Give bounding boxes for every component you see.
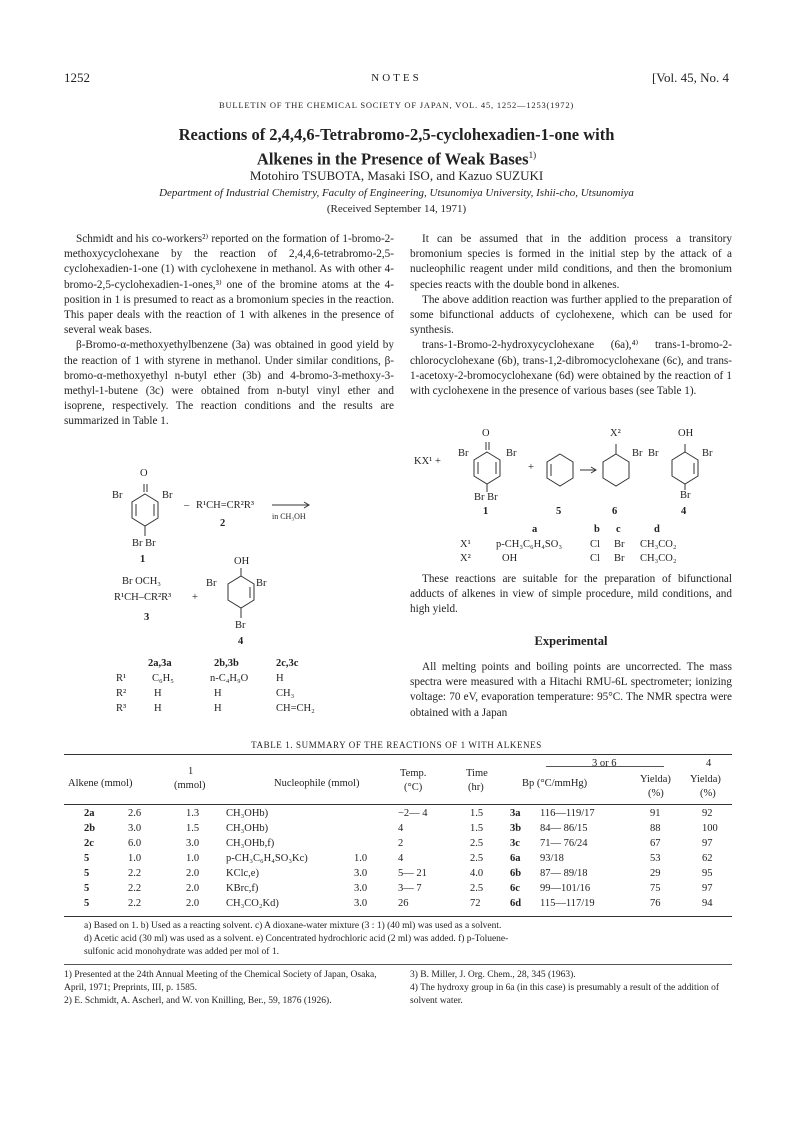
solvent: in CH₃OH <box>272 512 306 521</box>
br-left-4: Br <box>648 448 659 459</box>
header-temp: Temp. <box>400 768 427 779</box>
table-cell-nuc: p-CH₃C₆H₄SO₃Kc) <box>226 853 308 864</box>
footnote: 4) The hydroxy group in 6a (in this case) is presumably a result of the addition of solvent water. <box>410 983 720 1006</box>
table-cell-prod: 6c <box>510 883 520 894</box>
table-cell-nuc: CH₃OHb,f) <box>226 838 275 849</box>
table-cell-alkene: 2c <box>84 838 94 849</box>
cell: H <box>154 703 162 714</box>
table-cell-mmol: 2.2 <box>128 868 142 879</box>
table-cell-one: 2.0 <box>186 898 200 909</box>
col-header: 2c,3c <box>276 658 299 669</box>
cell: Br <box>614 539 625 550</box>
table-cell-one: 1.5 <box>186 823 200 834</box>
hydroxy-oh: OH <box>678 428 694 439</box>
br-left: Br <box>112 490 123 501</box>
header-yield-4: Yielda) <box>690 774 721 785</box>
table-cell-bp: 71— 76/24 <box>540 838 588 849</box>
table-cell-bp: 116—119/17 <box>540 808 595 819</box>
page-number: 1252 <box>64 70 90 85</box>
footnote: 2) E. Schmidt, A. Ascherl, and W. von Knilling, Ber., 59, 1876 (1926). <box>64 996 332 1006</box>
br-bottom-4: Br <box>235 620 246 631</box>
cell: H <box>214 703 222 714</box>
right-column-continued <box>410 572 732 618</box>
table-cell-alkene: 5 <box>84 853 90 864</box>
table-cell-one: 2.0 <box>186 868 200 879</box>
br-bottom: Br Br <box>474 492 498 503</box>
table-cell-y4: 97 <box>702 883 713 894</box>
cell: CH₃CO₂ <box>640 539 677 550</box>
plus: + <box>192 592 198 603</box>
title-line-2-text: Alkenes in the Presence of Weak Bases <box>256 149 529 169</box>
affiliation: Department of Industrial Chemistry, Faculty of Engineering, Utsunomiya University, Ishii-cho, Utsunomiya <box>159 187 634 199</box>
compound-label-6: 6 <box>612 506 618 517</box>
table-cell-nuc: KBrc,f) <box>226 883 259 894</box>
paragraph: All melting points and boiling points are uncorrected. The mass spectra were measured with a Hitachi RMU-6L spectrometer; ionizing voltage: 70 eV, evaporation temperature: 95°C. The NMR spectra were obtained with a Japan <box>410 661 732 719</box>
header-time-unit: (hr) <box>468 782 484 793</box>
carbonyl-o: O <box>482 428 490 439</box>
right-column <box>410 232 732 399</box>
cell: C₆H₅ <box>152 673 174 684</box>
footnotes-left <box>64 969 394 1008</box>
table-cell-nuc: CH₃OHb) <box>226 823 269 834</box>
table-cell-y3: 53 <box>650 853 661 864</box>
table-cell-time: 2.5 <box>470 883 484 894</box>
table-cell-nuc: KClc,e) <box>226 868 259 879</box>
table-cell-temp: 3— 7 <box>398 883 422 894</box>
table-cell-prod: 3a <box>510 808 521 819</box>
compound-label-1: 1 <box>483 506 489 517</box>
table-cell-bp: 87— 89/18 <box>540 868 588 879</box>
paragraph: β-Bromo-α-methoxyethylbenzene (3a) was obtained in good yield by the reaction of 1 with styrene in methanol. Under similar conditions, β-bromo-α-methoxyethyl n-butyl ether (3b) and 4-bromo-3-methoxy-3-methyl-1-butene (3c) were obtained from n-butyl vinyl ether and isoprene, respectively. The reaction conditions and the results are summarized in Table 1. <box>64 339 394 428</box>
br-right-4: Br <box>256 578 267 589</box>
table-cell-mmol: 2.2 <box>128 883 142 894</box>
header-time: Time <box>466 768 488 779</box>
authors: Motohiro TSUBOTA, Masaki ISO, and Kazuo SUZUKI <box>249 168 544 183</box>
table-cell-one: 1.3 <box>186 808 200 819</box>
table-cell-one: 1.0 <box>186 853 200 864</box>
row-label: X² <box>460 553 471 564</box>
cell: CH₃ <box>276 688 295 699</box>
reagent: R¹CH=CR²R³ <box>196 500 254 511</box>
table-cell-mmol: 2.6 <box>128 808 142 819</box>
title-line-1: Reactions of 2,4,4,6-Tetrabromo-2,5-cyclohexadien-1-one with <box>178 125 615 144</box>
paragraph: Schmidt and his co-workers²⁾ reported on the formation of 1-bromo-2-methoxycyclohexane by the reaction of 2,4,4,6-tetrabromo-2,5-cyclohexadien-1-one (1) with cyclohexene in methanol. As with other 4-bromo-2,5-cyclohexadien-1-ones,³⁾ one of the bromine atoms at the 4-position in 1 is presumed to react as a bromonium species in the reaction. This paper deals with the reaction of 1 with alkenes in the presence of several weak bases. <box>64 233 394 337</box>
reaction-scheme-1 <box>104 468 394 648</box>
br-right: Br <box>162 490 173 501</box>
x2-substituent: X² <box>610 428 621 439</box>
table-cell-nuc_mmol: 1.0 <box>354 853 368 864</box>
table-cell-alkene: 5 <box>84 883 90 894</box>
table-cell-prod: 6a <box>510 853 521 864</box>
table-cell-y4: 95 <box>702 868 713 879</box>
br-right-4: Br <box>702 448 713 459</box>
table-rule <box>64 916 732 917</box>
br-bottom: Br Br <box>132 538 156 549</box>
volume-info: [Vol. 45, No. 4 <box>651 70 729 85</box>
table-cell-bp: 93/18 <box>540 853 564 864</box>
kx-reagent: KX¹ + <box>414 456 441 467</box>
cell: H <box>154 688 162 699</box>
left-column <box>64 232 394 430</box>
row-label: X¹ <box>460 539 471 550</box>
br-6: Br <box>632 448 643 459</box>
table-cell-temp: −2— 4 <box>398 808 428 819</box>
table-cell-alkene: 5 <box>84 898 90 909</box>
table-cell-alkene: 2b <box>84 823 96 834</box>
received-date: (Received September 14, 1971) <box>326 203 467 215</box>
table-cell-prod: 3c <box>510 838 520 849</box>
group-header: 3 or 6 <box>592 758 617 769</box>
product-top: Br OCH₃ <box>122 576 161 587</box>
paragraph: These reactions are suitable for the preparation of bifunctional adducts of alkenes in view of simple procedure, mild conditions, and high yield. <box>410 573 732 616</box>
table-caption: TABLE 1. SUMMARY OF THE REACTIONS OF 1 WITH ALKENES <box>251 740 542 750</box>
compound-label-2: 2 <box>220 518 226 529</box>
cell: Br <box>614 553 625 564</box>
br-left-4: Br <box>206 578 217 589</box>
header-1-unit: (mmol) <box>174 780 206 791</box>
compound-label-1: 1 <box>140 554 146 565</box>
journal-citation: BULLETIN OF THE CHEMICAL SOCIETY OF JAPAN, VOL. 45, 1252—1253(1972) <box>218 100 575 110</box>
table-cell-temp: 2 <box>398 838 404 849</box>
group-rule <box>546 766 664 767</box>
paragraph: It can be assumed that in the addition process a transitory bromonium species is formed in the initial step by the attack of a nucleophilic reagent under mild conditions, and then the bromonium species reacts with the double bond in alkenes. <box>410 233 732 291</box>
table-cell-mmol: 3.0 <box>128 823 142 834</box>
cell: OH <box>502 553 518 564</box>
br-bottom-4: Br <box>680 490 691 501</box>
cell: Cl <box>590 539 600 550</box>
cell: CH=CH₂ <box>276 703 315 714</box>
footnotes-right <box>410 969 732 1008</box>
table-cell-bp: 115—117/19 <box>540 898 595 909</box>
cell: CH₃CO₂ <box>640 553 677 564</box>
table-rule <box>64 804 732 805</box>
table-rule <box>64 754 732 755</box>
table-cell-one: 3.0 <box>186 838 200 849</box>
header-bp: Bp (°C/mmHg) <box>522 778 588 789</box>
header-alkene: Alkene (mmol) <box>68 778 133 789</box>
col-header: c <box>616 524 621 535</box>
table-cell-bp: 99—101/16 <box>540 883 591 894</box>
hydroxy-oh: OH <box>234 556 250 567</box>
reagent-minus: – <box>184 500 190 511</box>
table-cell-nuc: CH₃CO₂Kd) <box>226 898 279 909</box>
table-footnotes <box>84 920 734 959</box>
carbonyl-o: O <box>140 468 148 479</box>
br-right: Br <box>506 448 517 459</box>
cell: H <box>214 688 222 699</box>
header-yield-4-unit: (%) <box>700 788 716 799</box>
table-cell-y3: 76 <box>650 898 661 909</box>
table-cell-mmol: 2.2 <box>128 898 142 909</box>
table-cell-prod: 3b <box>510 823 522 834</box>
table-cell-alkene: 5 <box>84 868 90 879</box>
footnote-rule <box>64 964 732 965</box>
experimental-heading: Experimental <box>534 634 608 648</box>
col-header: d <box>654 524 660 535</box>
table-cell-nuc: CH₃OHb) <box>226 808 269 819</box>
table-cell-y4: 100 <box>702 823 718 834</box>
table-cell-prod: 6d <box>510 898 522 909</box>
compound-label-4: 4 <box>238 636 244 647</box>
plus: + <box>528 462 534 473</box>
col-header: 2b,3b <box>214 658 239 669</box>
cell: Cl <box>590 553 600 564</box>
table-cell-y3: 88 <box>650 823 661 834</box>
cell: p-CH₃C₆H₄SO₃ <box>496 539 562 550</box>
title-line-2 <box>0 145 793 170</box>
row-label: R² <box>116 688 127 699</box>
table-footnote: sulfonic acid monohydrate was added per mol of 1. <box>84 947 279 957</box>
table-footnote: d) Acetic acid (30 ml) was used as a solvent. e) Concentrated hydrochloric acid (2 ml) was added. f) p-Toluene- <box>84 934 509 944</box>
col-header: a <box>532 524 538 535</box>
table-cell-time: 4.0 <box>470 868 484 879</box>
table-cell-y4: 62 <box>702 853 713 864</box>
footnote: 3) B. Miller, J. Org. Chem., 28, 345 (1963). <box>410 970 576 980</box>
row-label: R¹ <box>116 673 127 684</box>
header-nucleophile: Nucleophile (mmol) <box>274 778 360 789</box>
table-cell-y4: 94 <box>702 898 713 909</box>
table-cell-y3: 91 <box>650 808 661 819</box>
product-bottom: R¹CH–CR²R³ <box>114 592 172 603</box>
table-cell-alkene: 2a <box>84 808 95 819</box>
reaction-scheme-2 <box>410 426 732 571</box>
table-cell-time: 2.5 <box>470 838 484 849</box>
table-cell-mmol: 1.0 <box>128 853 142 864</box>
table-cell-temp: 4 <box>398 823 404 834</box>
table-cell-prod: 6b <box>510 868 522 879</box>
table-cell-y3: 29 <box>650 868 661 879</box>
compound-label-3: 3 <box>144 612 150 623</box>
table-cell-time: 2.5 <box>470 853 484 864</box>
header-yield-3: Yielda) <box>640 774 671 785</box>
table-cell-bp: 84— 86/15 <box>540 823 588 834</box>
title-footnote-ref: 1) <box>528 150 537 160</box>
header-temp-unit: (°C) <box>404 782 423 793</box>
table-cell-temp: 5— 21 <box>398 868 427 879</box>
header-1: 1 <box>188 766 194 777</box>
substituent-table <box>110 658 400 718</box>
table-cell-y3: 75 <box>650 883 661 894</box>
br-left: Br <box>458 448 469 459</box>
table-cell-time: 1.5 <box>470 808 484 819</box>
compound-label-4: 4 <box>681 506 687 517</box>
header-yield-3-unit: (%) <box>648 788 664 799</box>
table-cell-temp: 26 <box>398 898 409 909</box>
table-cell-temp: 4 <box>398 853 404 864</box>
table-cell-nuc_mmol: 3.0 <box>354 868 368 879</box>
col-header: b <box>594 524 600 535</box>
col-header: 2a,3a <box>148 658 172 669</box>
compound-label-5: 5 <box>556 506 562 517</box>
paragraph: The above addition reaction was further applied to the preparation of some bifunctional adducts of cyclohexene, which can be used for synthesis. <box>410 293 732 337</box>
table-cell-nuc_mmol: 3.0 <box>354 883 368 894</box>
table-footnote: a) Based on 1. b) Used as a reacting solvent. c) A dioxane-water mixture (3 : 1) (40 ml) was used as a solvent. <box>84 921 502 931</box>
experimental-text <box>410 660 732 721</box>
table-cell-y4: 92 <box>702 808 713 819</box>
row-label: R³ <box>116 703 127 714</box>
table-cell-time: 1.5 <box>470 823 484 834</box>
table-cell-y3: 67 <box>650 838 661 849</box>
table-cell-y4: 97 <box>702 838 713 849</box>
cell: n-C₄H₉O <box>210 673 249 684</box>
group-header: 4 <box>706 758 712 769</box>
section-title: NOTES <box>371 72 422 84</box>
cell: H <box>276 673 284 684</box>
article-title <box>0 124 793 170</box>
footnote: 1) Presented at the 24th Annual Meeting of the Chemical Society of Japan, Osaka, April, 1971; Preprints, III, p. 1585. <box>64 970 377 993</box>
table-cell-one: 2.0 <box>186 883 200 894</box>
table-cell-nuc_mmol: 3.0 <box>354 898 368 909</box>
paragraph: trans-1-Bromo-2-hydroxycyclohexane (6a),⁴⁾ trans-1-bromo-2-chlorocyclohexane (6b), trans-1,2-dibromocyclohexane (6c), and trans-1-acetoxy-2-bromocyclohexane (6d) were obtained by the reaction of 1 with cyclohexene in the presence of various bases (see Table 1). <box>410 339 732 398</box>
table-cell-time: 72 <box>470 898 481 909</box>
table-cell-mmol: 6.0 <box>128 838 142 849</box>
